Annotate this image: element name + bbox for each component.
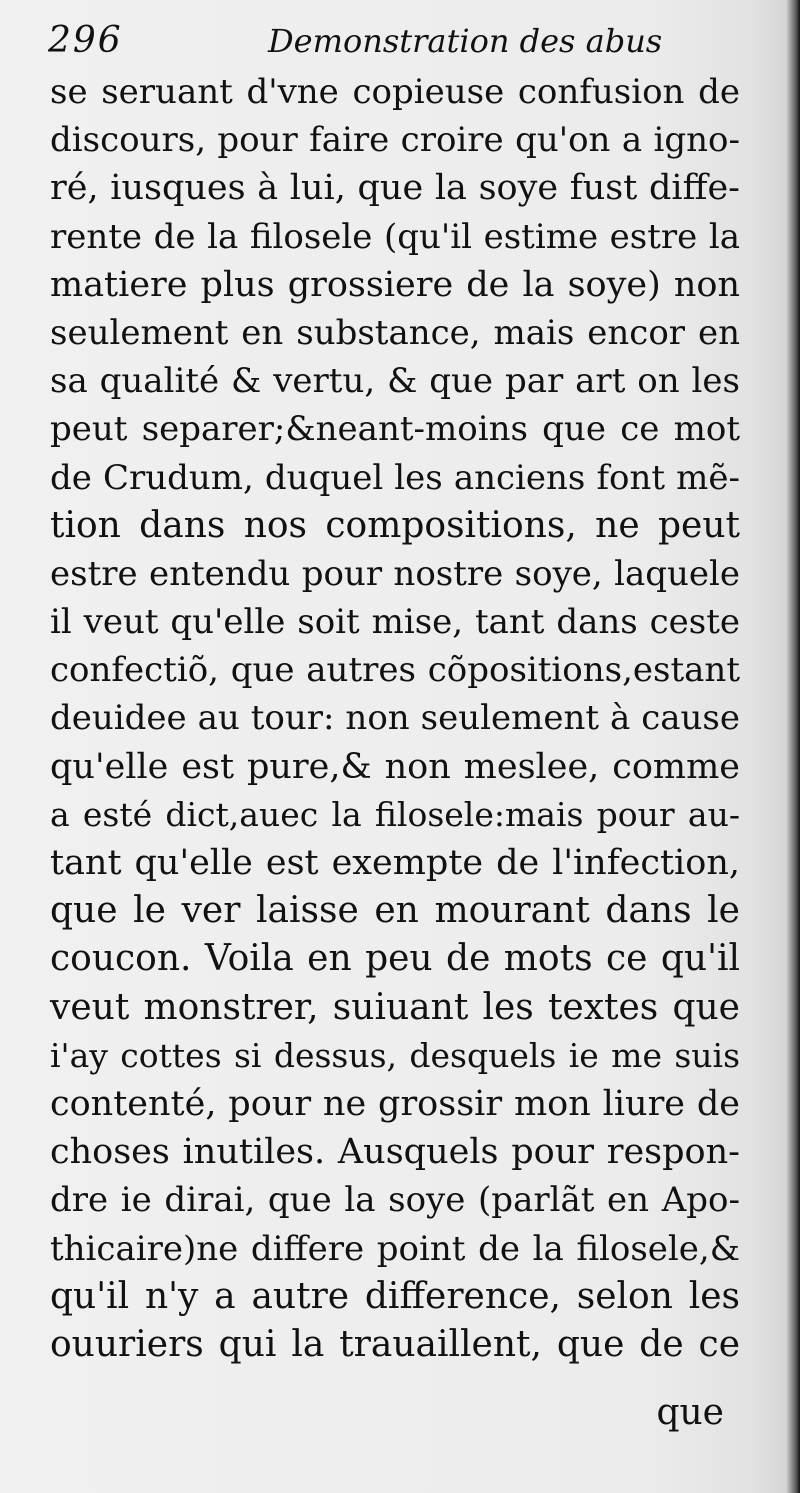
text-line: qu'elle est pure,& non meslee, comme bbox=[50, 746, 740, 787]
text-line: thicaire)ne differe point de la filosele,& bbox=[50, 1228, 740, 1269]
page-number: 296 bbox=[48, 20, 123, 61]
text-line: choses inutiles. Ausquels pour respon- bbox=[50, 1132, 740, 1173]
text-line: seulement en substance, mais encor en bbox=[50, 312, 740, 353]
text-line: il veut qu'elle soit mise, tant dans ceste bbox=[50, 602, 740, 643]
text-line: veut monstrer, suiuant les textes que bbox=[50, 986, 740, 1028]
catchword: que bbox=[656, 1392, 724, 1433]
text-line: qu'il n'y a autre difference, selon les bbox=[50, 1275, 740, 1317]
page-header bbox=[48, 20, 748, 70]
text-line: coucon. Voila en peu de mots ce qu'il bbox=[50, 938, 740, 980]
running-title: Demonstration des abus bbox=[268, 22, 663, 60]
text-line: deuidee au tour: non seulement à cause bbox=[50, 698, 740, 739]
text-line: dre ie dirai, que la soye (parlãt en Apo- bbox=[50, 1180, 740, 1221]
text-line: que le ver laisse en mourant dans le bbox=[50, 890, 740, 932]
body-text bbox=[50, 68, 740, 1369]
text-line: de Crudum, duquel les anciens font mẽ- bbox=[50, 457, 740, 498]
text-line: i'ay cottes si dessus, desquels ie me suis bbox=[50, 1035, 740, 1075]
text-line: se seruant d'vne copieuse confusion de bbox=[50, 72, 740, 112]
text-line: contenté, pour ne grossir mon liure de bbox=[50, 1083, 740, 1124]
text-line: peut separer;&neant-moins que ce mot bbox=[50, 409, 740, 450]
text-line: confectiõ, que autres cõpositions,estant bbox=[50, 650, 740, 691]
text-line: tion dans nos compositions, ne peut bbox=[50, 504, 740, 546]
text-line: estre entendu pour nostre soye, laquele bbox=[50, 553, 740, 594]
text-line: discours, pour faire croire qu'on a igno- bbox=[50, 120, 740, 161]
text-line: ouuriers qui la trauaillent, que de ce bbox=[50, 1323, 740, 1365]
text-line: rente de la filosele (qu'il estime estre la bbox=[50, 216, 740, 257]
text-line: ré, iusques à lui, que la soye fust diffe- bbox=[50, 168, 740, 209]
text-line: a esté dict,auec la filosele:mais pour au- bbox=[50, 794, 740, 834]
text-line: matiere plus grossiere de la soye) non bbox=[50, 264, 740, 305]
text-line: tant qu'elle est exempte de l'infection, bbox=[50, 843, 740, 883]
text-line: sa qualité & vertu, & que par art on les bbox=[50, 361, 740, 402]
page-edge-shadow bbox=[786, 0, 800, 1493]
